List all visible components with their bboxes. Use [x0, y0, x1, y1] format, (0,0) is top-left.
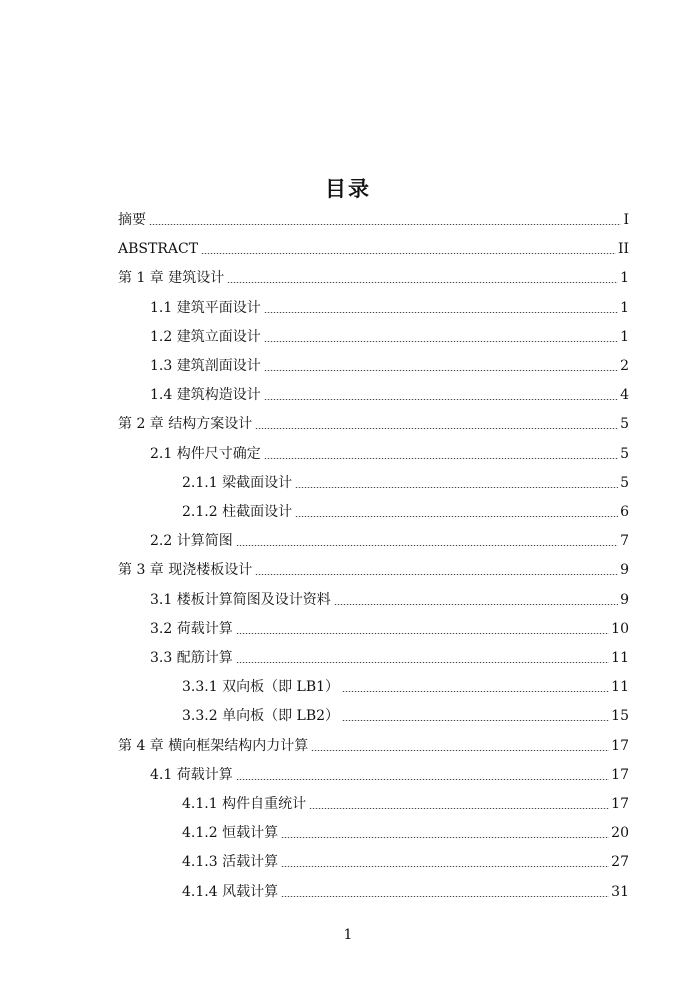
toc-entry[interactable] — [150, 293, 629, 317]
toc-entry[interactable] — [182, 789, 629, 813]
toc-entry-label: ABSTRACT — [118, 241, 199, 257]
dot-leader — [236, 633, 609, 634]
dot-leader — [281, 837, 609, 838]
toc-entry-label: 2.1.1 梁截面设计 — [182, 475, 293, 491]
toc-entry[interactable] — [118, 205, 629, 229]
toc-entry-label: 第 2 章 结构方案设计 — [118, 416, 253, 432]
toc-entry-label: 2.1 构件尺寸确定 — [150, 446, 261, 462]
dot-leader — [227, 282, 618, 283]
toc-entry[interactable] — [150, 322, 629, 346]
toc-entry-page: 11 — [611, 650, 629, 666]
toc-entry[interactable] — [150, 526, 629, 550]
toc-entry-page: 1 — [620, 300, 629, 316]
toc-entry-page: 20 — [611, 825, 629, 841]
toc-entry[interactable] — [150, 439, 629, 463]
toc-entry-page: 15 — [611, 708, 629, 724]
toc-entry[interactable] — [150, 643, 629, 667]
toc-entry-page: 31 — [611, 884, 629, 900]
dot-leader — [334, 604, 618, 605]
toc-entry[interactable] — [118, 409, 629, 433]
toc-entry[interactable] — [118, 263, 629, 287]
dot-leader — [236, 545, 618, 546]
toc-entry-label: 第 3 章 现浇楼板设计 — [118, 562, 253, 578]
page-number: 1 — [343, 927, 353, 943]
toc-entry-page: I — [623, 212, 629, 228]
toc-entry[interactable] — [182, 672, 629, 696]
dot-leader — [342, 691, 609, 692]
toc-entry-page: 17 — [611, 767, 629, 783]
toc-entry-label: 3.3.2 单向板（即 LB2） — [182, 708, 340, 724]
dot-leader — [255, 428, 618, 429]
toc-entry[interactable] — [182, 701, 629, 725]
toc-entry-page: 17 — [611, 738, 629, 754]
toc-entry-label: 1.1 建筑平面设计 — [150, 300, 261, 316]
toc-entry-page: 10 — [611, 621, 629, 637]
toc-entry-label: 4.1.1 构件自重统计 — [182, 796, 307, 812]
toc-entry[interactable] — [118, 234, 629, 258]
dot-leader — [264, 399, 618, 400]
toc-entry[interactable] — [150, 380, 629, 404]
toc-entry-label: 3.2 荷载计算 — [150, 621, 233, 637]
toc-title: 目录 — [325, 177, 371, 201]
toc-entry-page: 1 — [620, 329, 629, 345]
toc-entry-page: 27 — [611, 854, 629, 870]
toc-entry-page: 6 — [620, 504, 629, 520]
toc-entry-label: 2.1.2 柱截面设计 — [182, 504, 293, 520]
dot-leader — [149, 224, 621, 225]
toc-entry-page: 5 — [620, 446, 629, 462]
toc-entry[interactable] — [118, 731, 629, 755]
toc-entry-label: 3.3 配筋计算 — [150, 650, 233, 666]
dot-leader — [236, 662, 609, 663]
dot-leader — [309, 808, 609, 809]
dot-leader — [236, 779, 609, 780]
toc-entry-label: 第 1 章 建筑设计 — [118, 270, 225, 286]
toc-entry-label: 1.3 建筑剖面设计 — [150, 358, 261, 374]
toc-entry-label: 4.1.4 风载计算 — [182, 884, 279, 900]
toc-entry-page: 5 — [620, 416, 629, 432]
dot-leader — [281, 866, 609, 867]
toc-entry-label: 4.1.3 活载计算 — [182, 854, 279, 870]
toc-entry[interactable] — [150, 614, 629, 638]
toc-entry-page: 1 — [620, 270, 629, 286]
toc-entry-label: 第 4 章 横向框架结构内力计算 — [118, 738, 309, 754]
dot-leader — [295, 487, 618, 488]
toc-entry-label: 3.3.1 双向板（即 LB1） — [182, 679, 340, 695]
toc-entry-page: 7 — [620, 533, 629, 549]
dot-leader — [255, 574, 618, 575]
toc-entry-page: 9 — [620, 562, 629, 578]
toc-entry[interactable] — [182, 818, 629, 842]
toc-entry-page: II — [617, 241, 629, 257]
toc-entry-page: 4 — [620, 387, 629, 403]
toc-entry-label: 4.1 荷载计算 — [150, 767, 233, 783]
toc-entry[interactable] — [118, 555, 629, 579]
toc-entry-page: 5 — [620, 475, 629, 491]
dot-leader — [264, 370, 618, 371]
dot-leader — [264, 458, 618, 459]
toc-entry[interactable] — [182, 497, 629, 521]
toc-entry-label: 摘要 — [118, 212, 146, 228]
toc-entry[interactable] — [182, 877, 629, 901]
dot-leader — [264, 312, 618, 313]
toc-entry-label: 4.1.2 恒载计算 — [182, 825, 279, 841]
dot-leader — [281, 896, 609, 897]
toc-entry-page: 11 — [611, 679, 629, 695]
toc-entry[interactable] — [150, 585, 629, 609]
toc-entry-page: 9 — [620, 592, 629, 608]
dot-leader — [311, 750, 609, 751]
dot-leader — [201, 253, 616, 254]
dot-leader — [342, 720, 609, 721]
toc-entry-label: 3.1 楼板计算简图及设计资料 — [150, 592, 331, 608]
toc-entry[interactable] — [182, 468, 629, 492]
toc-entry-label: 2.2 计算简图 — [150, 533, 233, 549]
toc-entry-label: 1.2 建筑立面设计 — [150, 329, 261, 345]
toc-entry-label: 1.4 建筑构造设计 — [150, 387, 261, 403]
toc-entry[interactable] — [182, 847, 629, 871]
toc-entry[interactable] — [150, 760, 629, 784]
toc-entry[interactable] — [150, 351, 629, 375]
dot-leader — [295, 516, 618, 517]
toc-entry-page: 17 — [611, 796, 629, 812]
toc-entry-page: 2 — [620, 358, 629, 374]
dot-leader — [264, 341, 618, 342]
